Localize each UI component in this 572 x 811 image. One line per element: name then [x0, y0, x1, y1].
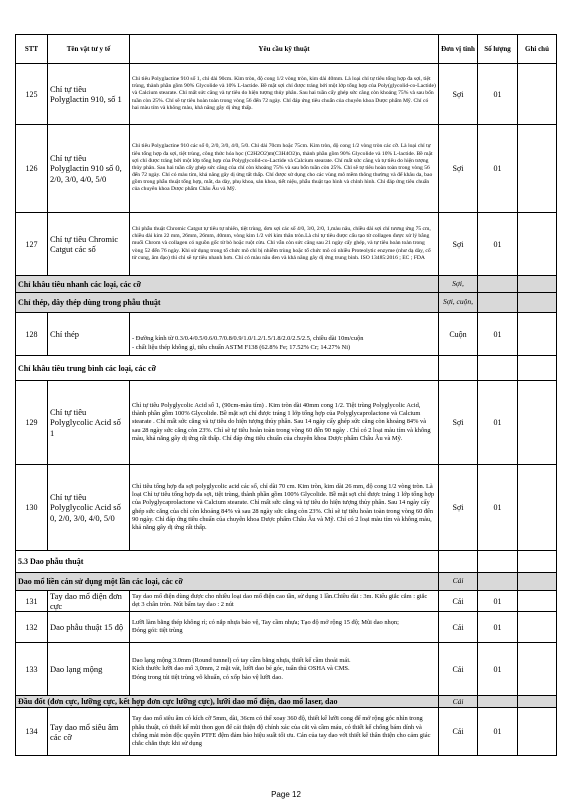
row-spec: Tay dao mổ điện dùng được cho nhiều loại dao mổ điện cao tần, sử dụng 1 lần.Chiều dài : 3m. Kiểu giắc cắm : giắc dẹt 3 chân tròn. Nút bấm tay dao : 2 nút: [130, 591, 439, 612]
row-qty: 01: [478, 643, 518, 696]
section-label: Chỉ khâu tiêu trung bình các loại, các cỡ: [16, 356, 439, 381]
row-qty: 01: [478, 612, 518, 643]
row-spec: [130, 313, 439, 356]
row-note: [518, 612, 557, 643]
row-stt: 125: [16, 64, 48, 125]
row-qty: 01: [478, 381, 518, 465]
row-note: [518, 125, 557, 213]
section-unit: [439, 551, 478, 573]
section-note: [518, 276, 557, 293]
section-row: [16, 573, 557, 591]
spec-line: Dao lạng mộng 3.0mm (Round tunnel) có tay cầm bằng nhựa, thiết kế cầm thoải mái.: [132, 656, 351, 664]
section-unit: Cái: [439, 696, 478, 708]
row-spec: [130, 643, 439, 696]
section-qty: [478, 573, 518, 591]
table-row: [16, 612, 557, 643]
section-label: Đầu đốt (đơn cực, lưỡng cực, kết hợp đơn cực lưỡng cực), lưỡi dao mổ điện, dao mổ laser, dao: [16, 696, 439, 708]
table-row: [16, 381, 557, 465]
row-spec: Chỉ tiêu tổng hợp đa sợi polyglycolic acid các số, chỉ dài 70 cm. Kim tròn, kim dài 26 mm, độ cong 1/2 vòng tròn. Là loại Chỉ tự tiêu tổng hợp đa sợi, tiệt trùng, thành phần gồm 100% Glycolide. Bề mặt sợi chỉ được tráng 1 lớp tổng hợp của Polyglycaprolactone và Calcium stearate. Chỉ mất sức căng và tự tiêu do hiện tượng thủy phân. Sau 14 ngày cấy ghép sức căng của chỉ còn khoảng 84% và sau 28 ngày sức căng còn 23%. Chỉ sẽ tự tiêu hoàn toàn trong vòng 60 đến 90 ngày. Chỉ đáp ứng tiêu chuẩn của chuyên khoa Dược phẩm Châu Âu và Mỹ. Chỉ có 2 loại màu tím và không màu, khả năng gây dị ứng rất thấp.: [130, 465, 439, 551]
section-qty: [478, 696, 518, 708]
section-qty: [478, 551, 518, 573]
spec-line: Kích thước lưỡi dao mổ 3,0mm, 2 mặt vát, lưỡi dao bé góc, tuân thủ OSHA và CMS.: [132, 665, 350, 673]
header-stt: STT: [16, 35, 48, 64]
spec-line: - Đường kính từ 0.3/0.4/0.5/0.6/0.7/0.8/0.9/1.0/1.2/1.5/1.8/2.0/2.5/2.5, chiều dài 10m/cuộn: [132, 335, 364, 343]
row-note: [518, 465, 557, 551]
section-note: [518, 551, 557, 573]
section-row: [16, 551, 557, 573]
section-row: [16, 696, 557, 708]
row-stt: 134: [16, 708, 48, 756]
row-stt: 128: [16, 313, 48, 356]
section-qty: [478, 293, 518, 313]
row-unit: Sợi: [439, 213, 478, 276]
row-spec: Tay dao mổ siêu âm có kích cỡ 5mm, dài, 36cm có thể xoay 360 độ, thiết kế lưỡi cong để mở rộng góc nhìn trong phẫu thuật, có thiết kế mũi thon gọn để cải thiện độ chính xác của cắt và cầm máu, có thiết kế chống bám dính và chống mài mòn độc quyền PTFE đệm đảm bảo hiệu suất tối ưu. Cán của tay dao với thiết kế thân thiện cho cảm giác chắc chắn thực khi sử dụng: [130, 708, 439, 756]
row-stt: 132: [16, 612, 48, 643]
row-spec: Chỉ tự tiêu Polyglycolic Acid số 1, (90cm-màu tím) . Kim tròn dài 40mm cong 1/2. Tiệt trùng Polyglycolic Acid, thành phần gồm 100% Glycolide. Bề mặt sợi chỉ được tráng 1 lớp tổng hợp của Polyglycaprolactone và Calcium stearate . Chỉ mất sức căng và tự tiêu do hiện tượng thủy phân. Sau 14 ngày cấy ghép sức căng còn khoảng 84% và sau 28 ngày sức căng còn 23%. Chỉ sẽ tự tiêu hoàn toàn trong vòng 60 đến 90 ngày . Chỉ có 2 loại màu tím và không màu, khả năng gây dị ứng rất thấp. Chỉ đáp ứng tiêu chuẩn của chuyên khoa Dược phẩm Châu Âu và Mỹ.: [130, 381, 439, 465]
section-label: Chỉ thép, dây thép dùng trong phẫu thuật: [16, 293, 439, 313]
section-unit: Cái: [439, 573, 478, 591]
row-unit: Cái: [439, 643, 478, 696]
header-qty: Số lượng: [478, 35, 518, 64]
section-label: Dao mổ liền cán sử dụng một lần các loại, các cỡ: [16, 573, 439, 591]
row-qty: 01: [478, 591, 518, 612]
section-note: [518, 696, 557, 708]
section-unit: [439, 356, 478, 381]
spec-line: Lưỡi làm bằng thép không rỉ; có nắp nhựa bảo vệ, Tay cầm nhựa; Tạo độ mở rộng 15 độ; Mũi dao nhọn;: [132, 619, 399, 627]
row-name: Tay dao mổ siêu âm các cỡ: [48, 708, 130, 756]
section-row: [16, 276, 557, 293]
row-name: Dao lạng mộng: [48, 643, 130, 696]
row-spec: [130, 612, 439, 643]
table-row: [16, 708, 557, 756]
row-unit: Sợi: [439, 381, 478, 465]
row-unit: Cái: [439, 708, 478, 756]
row-unit: Sợi: [439, 465, 478, 551]
row-unit: Cái: [439, 612, 478, 643]
row-name: Chỉ tự tiêu Chromic Catgut các số: [48, 213, 130, 276]
row-stt: 126: [16, 125, 48, 213]
section-row: [16, 356, 557, 381]
table-row: [16, 465, 557, 551]
row-note: [518, 643, 557, 696]
row-note: [518, 313, 557, 356]
row-note: [518, 213, 557, 276]
row-spec: Chỉ tiêu Polyglactine 910 số 1, chỉ dài 90cm. Kim tròn, độ cong 1/2 vòng tròn, kim dài 40mm. Là loại chỉ tự tiêu tổng hợp đa sợi, tiệt trùng, thành phần gồm 90% Glycolide và 10% L-lactide. Bề mặt sợi chỉ được tráng bởi một lớp tổng hợp của Poly(glycolid-co-Lactide) và Calcium stearate. Chỉ mất sức căng và tự tiêu do hiện tượng thủy phân. Sau hai tuần cấy ghép sức căng còn khoảng 75% và sau bốn tuần còn 25%. Chỉ sẽ tự tiêu hoàn toàn trong vòng 56 đến 72 ngày. Chỉ đáp ứng tiêu chuẩn của chuyên khoa Dược phẩm Mỹ. Chỉ có hai màu tím và không màu, khả năng gây dị ứng thấp.: [130, 64, 439, 125]
row-qty: 01: [478, 465, 518, 551]
row-name: Chỉ tự tiêu Polyglycolic Acid số 1: [48, 381, 130, 465]
row-qty: 01: [478, 213, 518, 276]
row-unit: Sợi: [439, 64, 478, 125]
row-qty: 01: [478, 313, 518, 356]
spec-line: Đóng gói: tiệt trùng: [132, 627, 183, 635]
section-unit: Sợi,: [439, 276, 478, 293]
table-row: [16, 643, 557, 696]
row-spec: Chỉ tiêu Polyglactine 910 các số 0, 2/0, 3/0, 4/0, 5/0. Chỉ dài 70cm hoặc 75cm. Kim tròn, độ cong 1/2 vòng tròn các cỡ. Là loại chỉ tự tiêu tổng hợp đa sợi, tiệt trùng, công thức hóa học (C2H2O2)m(C3H4O2)n, thành phần gồm 90% Glycolide và 10% L-lactide. Bề mặt sợi chỉ được tráng bởi một lớp tổng hợp của Polyglycolid-co-Lactide và Calcium stearate. Chỉ mất sức căng và tự tiêu do hiện tượng thủy phân. Sau hai tuần cấy ghép sức căng của chỉ còn khoảng 75% và sau bốn tuần còn 25%. Chỉ sẽ tự tiêu hoàn toàn trong vòng 56 đến 72 ngày. Chỉ có màu tím, khả năng gây dị ứng tất thấp. Chỉ được sử dụng cho các vùng mô mềm thông thường và để khâu da, bao gồm trong phẫu thuật tổng hợp, mắt, da dày, phụ khoa, sản khoa, tiết niệu, phẫu thuật tạo hình và chỉnh hình. Chỉ đáp ứng tiêu chuẩn của chuyên khoa Dược phẩm Châu Âu và Mỹ.: [130, 125, 439, 213]
header-unit: Đơn vị tính: [439, 35, 478, 64]
row-name: Tay dao mổ điện đơn cực: [48, 591, 130, 612]
spec-line: Đóng trong túi tiệt trùng vô khuẩn, có xốp bảo vệ lưỡi dao.: [132, 673, 283, 681]
row-note: [518, 64, 557, 125]
row-name: Dao phẫu thuật 15 độ: [48, 612, 130, 643]
row-name: Chỉ tự tiêu Polyglactin 910 số 0, 2/0, 3/0, 4/0, 5/0: [48, 125, 130, 213]
section-note: [518, 293, 557, 313]
row-stt: 127: [16, 213, 48, 276]
row-stt: 131: [16, 591, 48, 612]
equipment-table: [15, 34, 557, 756]
section-unit: Sợi, cuộn,: [439, 293, 478, 313]
row-qty: 01: [478, 125, 518, 213]
section-label: 5.3 Dao phẫu thuật: [16, 551, 439, 573]
section-qty: [478, 276, 518, 293]
header-name: Tên vật tư y tế: [48, 35, 130, 64]
row-spec: Chỉ phẫu thuật Chromic Catgut tự tiêu tự nhiên, tiệt trùng, đơn sợi các số 4/0, 3/0, 2/0, 1,màu nâu, chiều dài sợi chỉ tương ứng 75 cm, chiều dài kim 22 mm, 26mm, 26mm, 40mm, vòng kim 1/2 với kim thân tròn.Là chỉ tự tiêu được cấu tạo từ collagen được xử lý bằng muối Chrom và collagen có nguồn gốc từ bò hoặc ruột cừu. Chỉ vẫn còn sức căng sau 21 ngày cấy ghép, và tự tiêu hoàn toàn trong vòng 52 đến 76 ngày. Khi sử dụng trong tổ chức mô chỉ bị nhiễm trùng hoặc tổ chức mô có nhiều Proteolytic enzyme (như dạ dày, cổ tử cung, âm đạo) thì chỉ sẽ tự tiêu nhanh hơn. Chỉ có màu nâu đen và khả năng gây dị ứng trung bình. ISO 13485:2016 ; EC ; FDA: [130, 213, 439, 276]
section-row: [16, 293, 557, 313]
section-label: Chỉ khâu tiêu nhanh các loại, các cỡ: [16, 276, 439, 293]
row-unit: Sợi: [439, 125, 478, 213]
row-stt: 129: [16, 381, 48, 465]
header-spec: Yêu cầu kỹ thuật: [130, 35, 439, 64]
section-note: [518, 356, 557, 381]
table-row: [16, 213, 557, 276]
row-stt: 133: [16, 643, 48, 696]
row-name: Chỉ tự tiêu Polyglycolic Acid số 0, 2/0, 3/0, 4/0, 5/0: [48, 465, 130, 551]
table-row: [16, 313, 557, 356]
row-stt: 130: [16, 465, 48, 551]
table-row: [16, 64, 557, 125]
spec-line: - chất liệu thép không gỉ, tiêu chuẩn ASTM F138 (62.8% Fe; 17.52% Cr; 14.27% Ni): [132, 343, 351, 351]
row-unit: Cuộn: [439, 313, 478, 356]
section-qty: [478, 356, 518, 381]
row-note: [518, 591, 557, 612]
section-note: [518, 573, 557, 591]
row-note: [518, 381, 557, 465]
table-header-row: [16, 35, 557, 64]
row-name: Chỉ thép: [48, 313, 130, 356]
row-qty: 01: [478, 64, 518, 125]
row-note: [518, 708, 557, 756]
row-name: Chỉ tự tiêu Polyglactin 910, số 1: [48, 64, 130, 125]
table-row: [16, 125, 557, 213]
header-note: Ghi chú: [518, 35, 557, 64]
row-qty: 01: [478, 708, 518, 756]
table-row: [16, 591, 557, 612]
row-unit: Cái: [439, 591, 478, 612]
page-number: Page 12: [271, 790, 301, 799]
